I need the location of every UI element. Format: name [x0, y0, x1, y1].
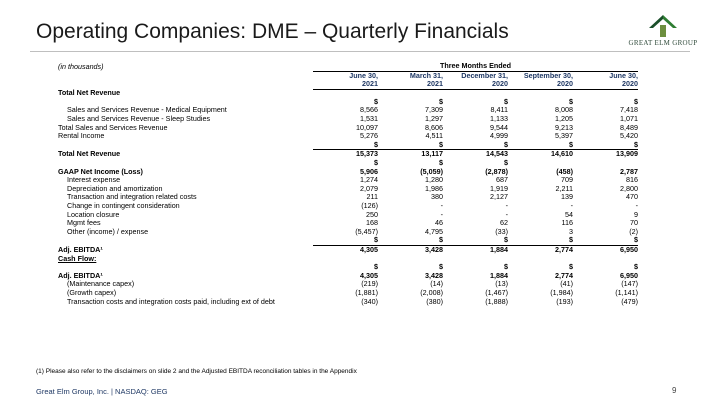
table-row [58, 272, 638, 281]
column-header: December 31, 2020 [443, 71, 508, 89]
row-label: Sales and Services Revenue - Sleep Studies [67, 114, 211, 124]
table-cell: 3 [569, 226, 573, 236]
table-cell: (458) [556, 166, 573, 176]
row-label: Rental Income [58, 131, 105, 141]
row-label: Total Net Revenue [58, 88, 121, 98]
table-cell: 470 [626, 192, 638, 202]
column-header-row [58, 71, 638, 89]
table-cell: 3,428 [425, 270, 443, 280]
table-cell: $ [374, 235, 378, 245]
table-cell: 1,919 [490, 183, 508, 193]
row-label: (Growth capex) [67, 287, 117, 297]
table-cell: - [440, 209, 443, 219]
table-row [58, 228, 638, 237]
table-cell: 5,420 [620, 131, 638, 141]
company-logo [618, 14, 708, 50]
row-label: Sales and Services Revenue - Medical Equipment [67, 105, 227, 115]
table-cell: 1,133 [490, 114, 508, 124]
table-cell: - [440, 201, 443, 210]
table-cell: 4,795 [425, 226, 443, 236]
table-row [58, 124, 638, 133]
table-cell [443, 255, 508, 264]
period-header: Three Months Ended [313, 62, 638, 71]
table-row [58, 202, 638, 211]
table-cell: 8,008 [555, 105, 573, 115]
table-cell: 816 [626, 175, 638, 185]
row-label: Transaction costs and integration costs paid, including ext of debt [67, 296, 275, 306]
table-cell: $ [569, 262, 573, 272]
table-cell: $ [504, 158, 508, 168]
table-cell [313, 255, 378, 264]
table-cell: (380) [426, 296, 443, 306]
table-cell: (126) [361, 201, 378, 210]
table-body [58, 89, 638, 306]
table-cell: (2,008) [420, 287, 443, 297]
table-cell: 2,800 [620, 183, 638, 193]
table-cell: 6,950 [620, 270, 638, 280]
table-cell: 1,071 [620, 114, 638, 124]
table-row [58, 159, 638, 168]
table-cell: 2,079 [360, 183, 378, 193]
table-cell: 8,489 [620, 122, 638, 132]
table-row [58, 150, 638, 159]
table-cell: (479) [621, 296, 638, 306]
table-cell: $ [374, 158, 378, 168]
table-cell: 8,566 [360, 105, 378, 115]
table-cell: 709 [561, 175, 573, 185]
table-cell: $ [569, 96, 573, 106]
table-cell: 5,276 [360, 131, 378, 141]
column-header: June 30, 2021 [313, 71, 378, 89]
table-cell: (5,457) [355, 226, 378, 236]
row-label: Other (income) / expense [67, 226, 149, 236]
table-cell: 10,097 [356, 122, 378, 132]
table-cell: 139 [561, 192, 573, 202]
table-cell: 9,544 [490, 122, 508, 132]
table-cell [313, 89, 378, 98]
table-cell: 4,999 [490, 131, 508, 141]
table-cell: - [505, 201, 508, 210]
table-cell: 168 [366, 218, 378, 228]
table-cell: (33) [495, 226, 508, 236]
logo-mark-icon [648, 14, 678, 38]
table-cell: 62 [500, 218, 508, 228]
table-cell: 14,543 [443, 150, 508, 159]
table-cell: 250 [366, 209, 378, 219]
table-cell: (2) [629, 226, 638, 236]
table-cell: $ [569, 235, 573, 245]
title-divider [30, 51, 690, 52]
table-cell: 54 [565, 209, 573, 219]
table-cell: 13,909 [573, 150, 638, 159]
table-cell: $ [634, 235, 638, 245]
table-cell: 14,610 [508, 150, 573, 159]
table-cell: 46 [435, 218, 443, 228]
row-label: Adj. EBITDA¹ [58, 270, 103, 280]
table-cell: $ [439, 139, 443, 149]
table-cell: (13) [495, 279, 508, 289]
row-label: Transaction and integration related costs [67, 192, 197, 202]
table-cell: $ [504, 96, 508, 106]
page-number: 9 [672, 386, 677, 395]
row-label: Adj. EBITDA¹ [58, 244, 103, 254]
table-cell: (14) [430, 279, 443, 289]
row-label: Cash Flow: [58, 253, 97, 263]
table-cell: $ [439, 262, 443, 272]
table-cell: $ [504, 262, 508, 272]
table-cell: $ [374, 96, 378, 106]
table-cell: 1,884 [443, 245, 508, 254]
table-period-row [58, 62, 638, 71]
footer-company: Great Elm Group, Inc. | NASDAQ: GEG [36, 387, 168, 396]
table-cell: (1,984) [550, 287, 573, 297]
table-cell: 2,787 [620, 166, 638, 176]
table-row [58, 236, 638, 245]
table-cell: (147) [621, 279, 638, 289]
table-cell: 2,774 [508, 245, 573, 254]
table-cell: (1,141) [615, 287, 638, 297]
table-cell: 380 [431, 192, 443, 202]
column-header: September 30, 2020 [508, 71, 573, 89]
row-label: Location closure [67, 209, 120, 219]
table-cell: $ [569, 139, 573, 149]
table-cell: 1,280 [425, 175, 443, 185]
table-cell [573, 89, 638, 98]
table-cell: 1,986 [425, 183, 443, 193]
table-cell: (340) [361, 296, 378, 306]
table-cell: (1,881) [355, 287, 378, 297]
table-cell: $ [374, 262, 378, 272]
table-cell: 9,213 [555, 122, 573, 132]
table-cell [573, 255, 638, 264]
table-cell: (193) [556, 296, 573, 306]
table-cell: $ [634, 139, 638, 149]
table-cell: 4,305 [313, 245, 378, 254]
table-cell: (1,888) [485, 296, 508, 306]
table-cell: 9 [634, 209, 638, 219]
table-cell: 2,774 [555, 270, 573, 280]
table-cell [508, 89, 573, 98]
table-row [58, 298, 638, 307]
table-cell: $ [374, 139, 378, 149]
table-cell: 70 [630, 218, 638, 228]
table-cell: (2,878) [485, 166, 508, 176]
table-cell: 7,309 [425, 105, 443, 115]
table-cell: $ [439, 96, 443, 106]
table-cell: 5,397 [555, 131, 573, 141]
table-cell: 687 [496, 175, 508, 185]
table-cell: 1,274 [360, 175, 378, 185]
table-row [58, 89, 638, 98]
table-cell: 8,411 [490, 105, 508, 115]
table-cell: (1,467) [485, 287, 508, 297]
table-row [58, 263, 638, 272]
table-row [58, 255, 638, 264]
table-cell: 15,373 [313, 150, 378, 159]
footnote: (1) Please also refer to the disclaimers on slide 2 and the Adjusted EBITDA reconciliation tables in the Appendix [36, 368, 357, 375]
table-cell [378, 255, 443, 264]
row-label: Interest expense [67, 175, 121, 185]
table-cell: $ [504, 235, 508, 245]
table-cell: $ [504, 139, 508, 149]
row-label: GAAP Net Income (Loss) [58, 166, 143, 176]
table-cell: 2,127 [490, 192, 508, 202]
table-cell: 116 [561, 218, 573, 228]
table-cell: - [635, 201, 638, 210]
table-cell [378, 89, 443, 98]
table-cell: 1,297 [425, 114, 443, 124]
table-cell: - [570, 201, 573, 210]
table-row [58, 132, 638, 141]
table-cell: $ [634, 96, 638, 106]
table-cell: 13,117 [378, 150, 443, 159]
table-cell: $ [439, 158, 443, 168]
row-label: Total Sales and Services Revenue [58, 122, 168, 132]
logo-text: GREAT ELM GROUP [628, 39, 698, 47]
row-label: (Maintenance capex) [67, 279, 135, 289]
slide-title: Operating Companies: DME – Quarterly Financials [36, 20, 509, 43]
table-cell: 6,950 [573, 245, 638, 254]
financials-table [58, 62, 638, 306]
column-header: June 30, 2020 [573, 71, 638, 89]
row-label: Change in contingent consideration [67, 201, 180, 210]
table-row [58, 245, 638, 254]
table-cell: 4,305 [360, 270, 378, 280]
table-cell: (41) [560, 279, 573, 289]
table-cell [508, 255, 573, 264]
table-cell: 5,906 [360, 166, 378, 176]
table-cell: - [505, 209, 508, 219]
table-row [58, 211, 638, 220]
table-cell: 3,428 [378, 245, 443, 254]
table-cell: 8,606 [425, 122, 443, 132]
table-cell: 2,211 [555, 183, 573, 193]
row-label: Mgmt fees [67, 218, 101, 228]
table-cell: 211 [366, 192, 378, 202]
column-header: March 31, 2021 [378, 71, 443, 89]
table-cell: 1,205 [555, 114, 573, 124]
table-cell: 1,884 [490, 270, 508, 280]
table-cell: (5,059) [420, 166, 443, 176]
units-label: (in thousands) [58, 61, 104, 71]
table-row [58, 168, 638, 177]
table-cell: $ [439, 235, 443, 245]
row-label: Depreciation and amortization [67, 183, 163, 193]
table-cell: 1,531 [360, 114, 378, 124]
table-cell [443, 89, 508, 98]
table-cell: $ [634, 262, 638, 272]
row-label: Total Net Revenue [58, 149, 121, 159]
table-cell: (219) [361, 279, 378, 289]
table-cell: 4,511 [425, 131, 443, 141]
table-cell: 7,418 [620, 105, 638, 115]
